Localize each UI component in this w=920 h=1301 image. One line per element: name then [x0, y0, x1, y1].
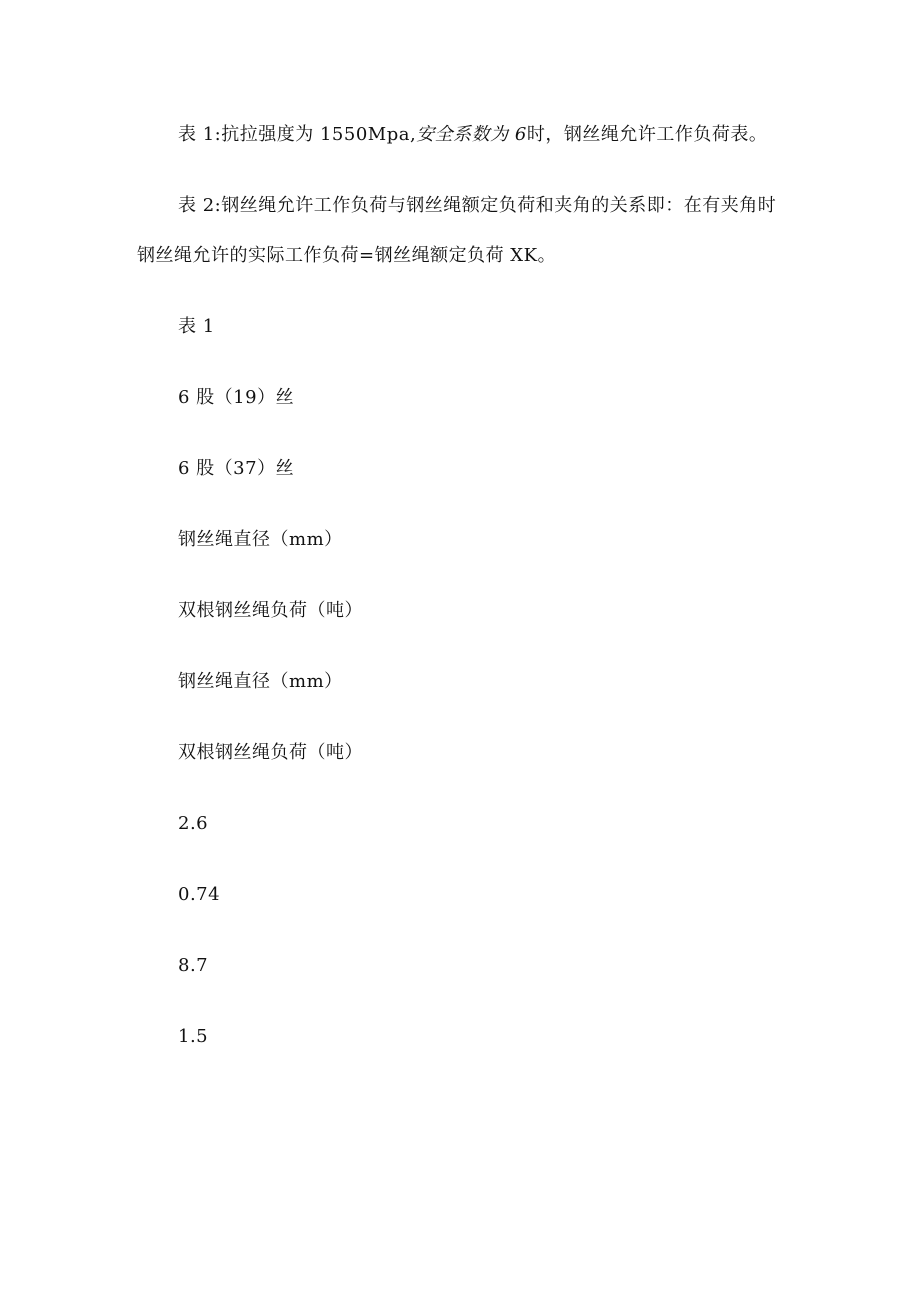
table-value-cell: 0.74	[178, 884, 221, 905]
safety-factor-text: 安全系数为 6	[416, 124, 527, 145]
paragraph-text: 表 1:抗拉强度为 1550Mpa,	[178, 124, 417, 145]
paragraph-table1-description	[178, 122, 767, 148]
table-header-cell: 钢丝绳直径（mm）	[178, 671, 343, 692]
table-header-cell: 双根钢丝绳负荷（吨）	[178, 742, 363, 763]
paragraph-table2-description-line2: 钢丝绳允许的实际工作负荷=钢丝绳额定负荷 XK。	[137, 245, 557, 266]
table-value-cell: 8.7	[178, 955, 209, 976]
table-header-cell: 6 股（37）丝	[178, 458, 295, 479]
table-header-cell: 钢丝绳直径（mm）	[178, 529, 343, 550]
paragraph-text: 时，钢丝绳允许工作负荷表。	[526, 124, 768, 145]
table-header-cell: 双根钢丝绳负荷（吨）	[178, 600, 363, 621]
paragraph-table2-description-line1: 表 2:钢丝绳允许工作负荷与钢丝绳额定负荷和夹角的关系即：在有夹角时	[178, 195, 777, 216]
table-title: 表 1	[178, 316, 215, 337]
table-value-cell: 2.6	[178, 813, 209, 834]
table-value-cell: 1.5	[178, 1026, 209, 1047]
table-header-cell: 6 股（19）丝	[178, 387, 295, 408]
